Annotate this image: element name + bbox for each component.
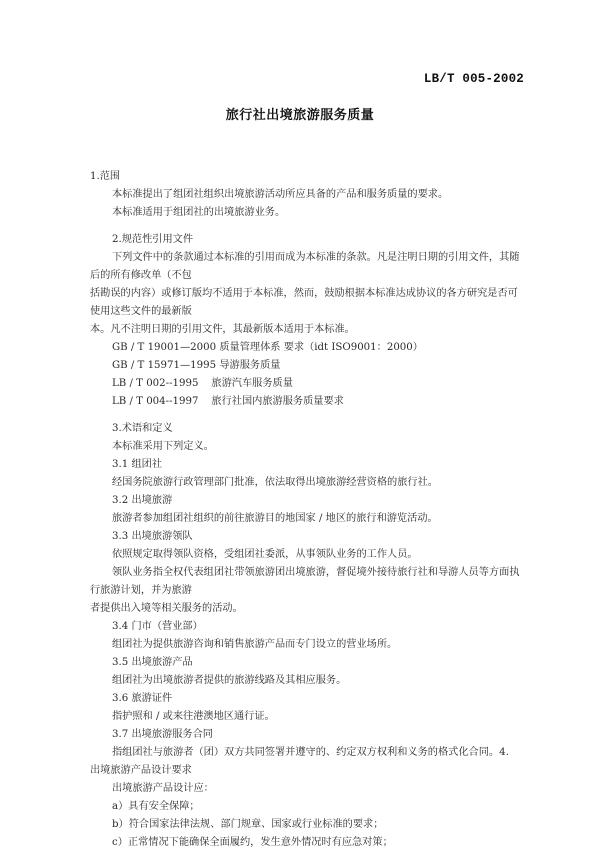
term-definition: 组团社为出境旅游者提供的旅游线路及其相应服务。: [112, 675, 347, 686]
paragraph: 本标准采用下列定义。: [112, 441, 214, 452]
reference-item: GB / T 15971—1995 导游服务质量: [112, 360, 281, 371]
term-heading: 3.3 出境旅游领队: [112, 531, 193, 542]
paragraph: 本。凡不注明日期的引用文件，其最新版本适用于本标准。: [90, 324, 355, 335]
term-heading: 3.2 出境旅游: [112, 495, 173, 506]
term-definition: 依照规定取得领队资格，受组团社委派，从事领队业务的工作人员。: [112, 549, 418, 560]
document-title: 旅行社出境旅游服务质量: [225, 108, 375, 123]
term-definition: 行旅游计划，并为旅游: [90, 585, 192, 596]
term-heading: 3.7 出境旅游服务合同: [112, 729, 213, 740]
document-body: [90, 168, 530, 852]
standard-code: LB/T 005-2002: [423, 72, 524, 86]
term-definition: 指护照和 / 或来往港澳地区通行证。: [112, 711, 275, 722]
section-heading-scope: 1.范围: [90, 171, 121, 182]
paragraph: 出境旅游产品设计应：: [112, 783, 214, 794]
paragraph: 后的所有修改单（不包: [90, 270, 192, 281]
list-item: c）正常情况下能确保全面履约，发生意外情况时有应急对策；: [112, 837, 393, 848]
section-heading-product-design: 出境旅游产品设计要求: [90, 765, 192, 776]
term-definition: 经国务院旅游行政管理部门批准，依法取得出境旅游经营资格的旅行社。: [112, 477, 438, 488]
reference-item: LB / T 004--1997 旅行社国内旅游服务质量要求: [112, 396, 344, 407]
term-definition: 领队业务指全权代表组团社带领旅游团出境旅游，督促境外接待旅行社和导游人员等方面执: [112, 567, 520, 578]
reference-item: GB / T 19001—2000 质量管理体系 要求（idt ISO9001：2000）: [112, 342, 423, 353]
term-heading: 3.6 旅游证件: [112, 693, 173, 704]
reference-item: LB / T 002--1995 旅游汽车服务质量: [112, 378, 293, 389]
term-definition: 旅游者参加组团社组织的前往旅游目的地国家 / 地区的旅行和游览活动。: [112, 513, 438, 524]
paragraph: 下列文件中的条款通过本标准的引用而成为本标准的条款。凡是注明日期的引用文件，其随: [112, 252, 520, 263]
list-item: b）符合国家法律法规、部门规章、国家或行业标准的要求；: [112, 819, 384, 830]
term-definition: 组团社为提供旅游咨询和销售旅游产品而专门设立的营业场所。: [112, 639, 398, 650]
term-heading: 3.1 组团社: [112, 459, 163, 470]
term-heading: 3.5 出境旅游产品: [112, 657, 193, 668]
section-heading-normative-references: 2.规范性引用文件: [112, 234, 194, 245]
term-heading: 3.4 门市（营业部）: [112, 621, 203, 632]
term-definition: 指组团社与旅游者（团）双方共同签署并遵守的、约定双方权利和义务的格式化合同。4.: [112, 747, 509, 758]
paragraph: 本标准提出了组团社组织出境旅游活动所应具备的产品和服务质量的要求。: [112, 189, 449, 200]
term-definition: 者提供出入境等相关服务的活动。: [90, 603, 243, 614]
list-item: a）具有安全保障；: [112, 801, 200, 812]
paragraph: 本标准适用于组团社的出境旅游业务。: [112, 207, 286, 218]
paragraph: 使用这些文件的最新版: [90, 306, 192, 317]
paragraph: 括勘误的内容）或修订版均不适用于本标准，然而，鼓励根据本标准达成协议的各方研究是否可: [90, 288, 518, 299]
section-heading-terms: 3.术语和定义: [112, 423, 173, 434]
